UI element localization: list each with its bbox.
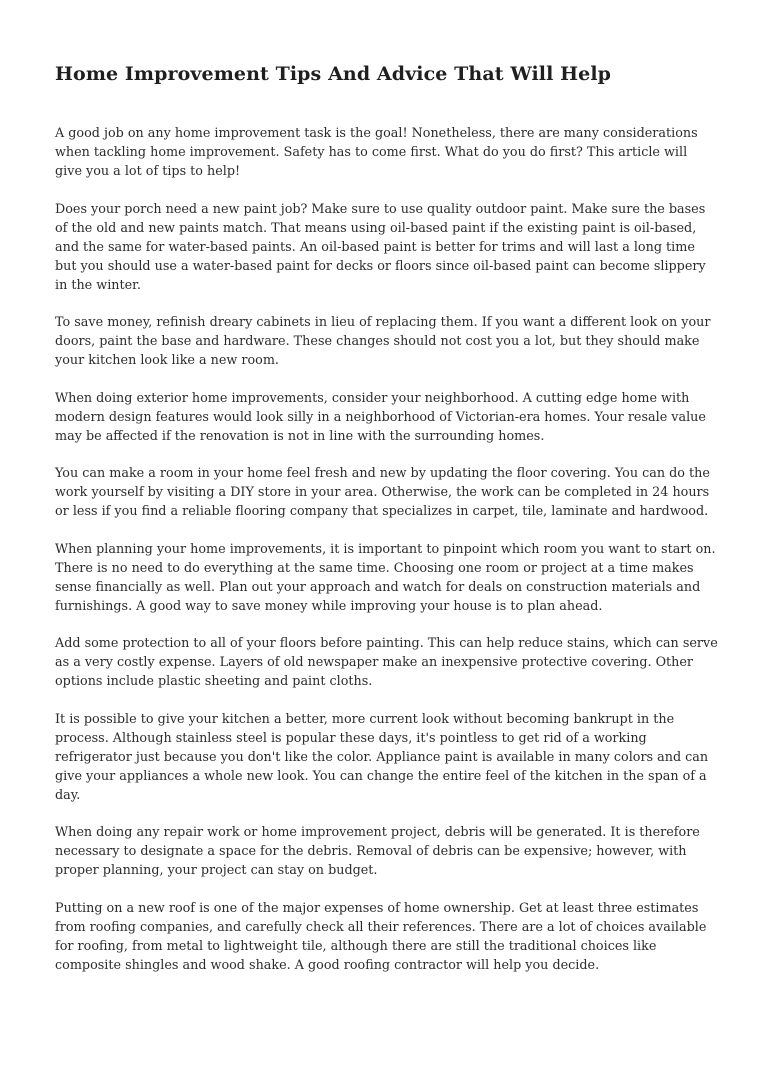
document-title: Home Improvement Tips And Advice That Will Help	[55, 63, 612, 85]
paragraph-9: When doing any repair work or home improvement project, debris will be generated. It is therefore necessary to designate a space for the debris. Removal of debris can be expensive; however, with proper planning, your project can stay on budget.	[55, 825, 700, 878]
paragraph-2: Does your porch need a new paint job? Make sure to use quality outdoor paint. Make sure the bases of the old and new paints match. That means using oil-based paint if the existing paint is oil-based, and the same for water-based paints. An oil-based paint is better for trims and will last a long time but you should use a water-based paint for decks or floors since oil-based paint can become slippery in the winter.	[55, 201, 706, 293]
paragraph-3: To save money, refinish dreary cabinets in lieu of replacing them. If you want a different look on your doors, paint the base and hardware. These changes should not cost you a lot, but they should make your kitchen look like a new room.	[55, 315, 711, 368]
paragraph-10: Putting on a new roof is one of the major expenses of home ownership. Get at least three estimates from roofing companies, and carefully check all their references. There are a lot of choices available for roofing, from metal to lightweight tile, although there are still the traditional choices like composite shingles and wood shake. A good roofing contractor will help you decide.	[55, 900, 707, 973]
paragraph-4: When doing exterior home improvements, consider your neighborhood. A cutting edge home with modern design features would look silly in a neighborhood of Victorian-era homes. Your resale value may be affected if the renovation is not in line with the surrounding homes.	[55, 390, 706, 444]
paragraph-1: A good job on any home improvement task is the goal! Nonetheless, there are many considerations when tackling home improvement. Safety has to come first. What do you do first? This article will give you a lot of tips to help!	[55, 126, 698, 179]
paragraph-6: When planning your home improvements, it is important to pinpoint which room you want to start on. There is no need to do everything at the same time. Choosing one room or project at a time makes sense financially as well. Plan out your approach and watch for deals on construction materials and furnishings. A good way to save money while improving your house is to plan ahead.	[55, 541, 716, 614]
paragraph-5: You can make a room in your home feel fresh and new by updating the floor covering. You can do the work yourself by visiting a DIY store in your area. Otherwise, the work can be completed in 24 hours or less if you find a reliable flooring company that specializes in carpet, tile, laminate and hardwood.	[55, 466, 710, 519]
paragraph-8: It is possible to give your kitchen a better, more current look without becoming bankrupt in the process. Although stainless steel is popular these days, it's pointless to get rid of a working refrigerator just because you don't like the color. Appliance paint is available in many colors and can give your appliances a whole new look. You can change the entire feel of the kitchen in the span of a day.	[55, 711, 709, 803]
paragraph-7: Add some protection to all of your floors before painting. This can help reduce stains, which can serve as a very costly expense. Layers of old newspaper make an inexpensive protective covering. Other options include plastic sheeting and paint cloths.	[55, 636, 718, 689]
